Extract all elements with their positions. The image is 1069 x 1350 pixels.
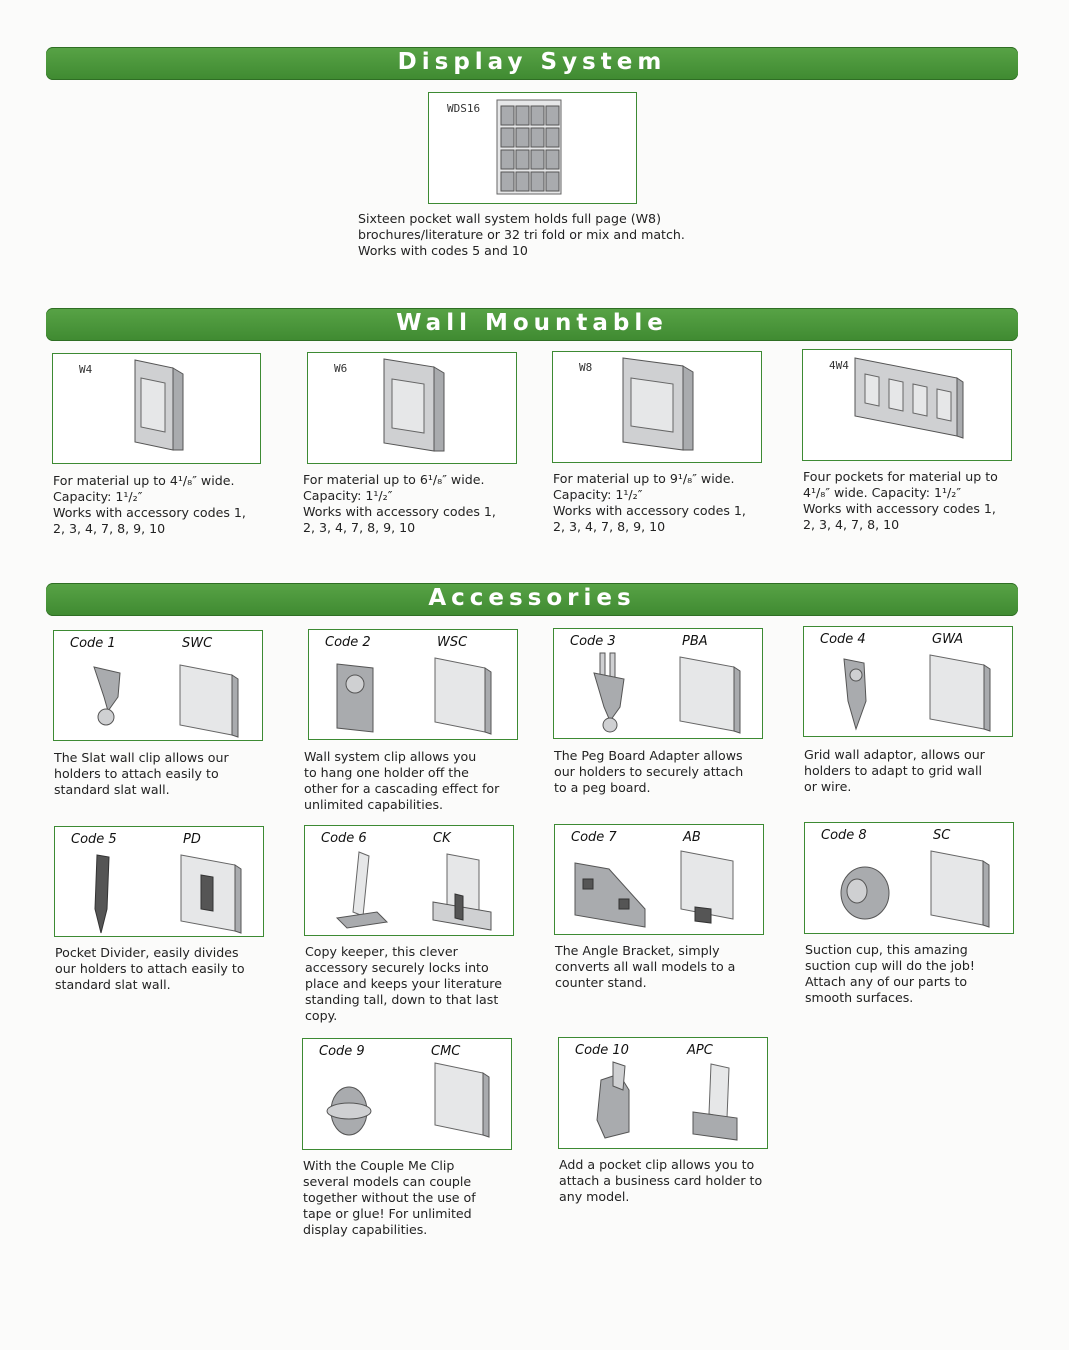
- pocket: [531, 150, 544, 169]
- abbr-label: CMC: [431, 1044, 461, 1059]
- w4-description: For material up to 4¹/₈″ wide. Capacity: 1¹/₂″ Works with accessory codes 1, 2, 3, 4, 7, 8, 9, 10: [53, 473, 246, 536]
- abbr-label: PBA: [682, 634, 708, 649]
- accessory-box-code-5: [54, 826, 264, 937]
- code-2-description: Wall system clip allows you to hang one holder off the other for a cascading effect for unlimited capabilities.: [304, 749, 500, 812]
- accessory-box-code-4: [803, 626, 1013, 737]
- code-5-description: Pocket Divider, easily divides our holders to attach easily to standard slat wall.: [55, 945, 245, 992]
- pocket: [501, 106, 514, 125]
- slat-wall-clip-image: [84, 659, 254, 737]
- section-header-accessories: [46, 583, 1018, 616]
- accessory-box-code-7: [554, 824, 764, 935]
- code-label: Code 2: [325, 635, 371, 650]
- pocket: [531, 128, 544, 147]
- grid-wall-adaptor-image: [834, 651, 1004, 733]
- pocket: [546, 106, 559, 125]
- code-3-description: The Peg Board Adapter allows our holders to securely attach to a peg board.: [554, 748, 744, 795]
- pocket: [531, 106, 544, 125]
- section-title: Accessories: [428, 585, 636, 611]
- abbr-label: SWC: [182, 636, 213, 651]
- accessory-box-code-1: [53, 630, 263, 741]
- accessory-box-code-9: [302, 1038, 512, 1150]
- angle-bracket-image: [569, 849, 755, 931]
- code-label: Code 6: [321, 831, 367, 846]
- pocket-divider-image: [85, 851, 255, 935]
- copy-keeper-image: [329, 850, 499, 932]
- code-9-description: With the Couple Me Clip several models can couple together without the use of tape or glue! For unlimited display capabilities.: [303, 1158, 476, 1237]
- accessory-box-code-6: [304, 825, 514, 936]
- section-header-display-system: [46, 47, 1018, 80]
- model-label: W8: [579, 361, 593, 374]
- peg-board-adapter-image: [584, 651, 754, 735]
- product-box-w6: [307, 352, 517, 464]
- abbr-label: CK: [433, 831, 451, 846]
- code-label: Code 3: [570, 634, 616, 649]
- product-box-wds16: [428, 92, 637, 204]
- couple-me-clip-image: [319, 1061, 499, 1145]
- section-title: Display System: [397, 49, 667, 75]
- w6-holder-image: [378, 357, 458, 457]
- pocket: [516, 150, 529, 169]
- code-7-description: The Angle Bracket, simply converts all wall models to a counter stand.: [555, 943, 736, 990]
- w6-description: For material up to 6¹/₈″ wide. Capacity: 1¹/₂″ Works with accessory codes 1, 2, 3, 4, 7, 8, 9, 10: [303, 472, 496, 535]
- code-label: Code 4: [820, 632, 866, 647]
- code-label: Code 5: [71, 832, 117, 847]
- code-8-description: Suction cup, this amazing suction cup will do the job! Attach any of our parts to smooth surfaces.: [805, 942, 975, 1005]
- code-4-description: Grid wall adaptor, allows our holders to adapt to grid wall or wire.: [804, 747, 985, 794]
- pocket: [516, 128, 529, 147]
- pocket: [546, 128, 559, 147]
- accessory-box-code-3: [553, 628, 763, 739]
- pocket: [501, 150, 514, 169]
- code-label: Code 1: [70, 636, 116, 651]
- w8-description: For material up to 9¹/₈″ wide. Capacity: 1¹/₂″ Works with accessory codes 1, 2, 3, 4, 7, 8, 9, 10: [553, 471, 746, 534]
- suction-cup-image: [833, 847, 1003, 929]
- wall-system-clip-image: [327, 654, 507, 736]
- pocket: [546, 150, 559, 169]
- add-a-pocket-clip-image: [589, 1060, 749, 1146]
- model-label: W4: [79, 363, 93, 376]
- accessory-box-code-10: [558, 1037, 768, 1149]
- section-header-wall-mountable: [46, 308, 1018, 341]
- code-10-description: Add a pocket clip allows you to attach a business card holder to any model.: [559, 1157, 763, 1204]
- accessory-box-code-2: [308, 629, 518, 740]
- model-label: 4W4: [829, 359, 849, 372]
- abbr-label: WSC: [437, 635, 468, 650]
- model-label: W6: [334, 362, 348, 375]
- pocket: [516, 106, 529, 125]
- abbr-label: SC: [933, 828, 951, 843]
- pocket: [546, 172, 559, 191]
- model-label: WDS16: [447, 102, 481, 115]
- code-1-description: The Slat wall clip allows our holders to attach easily to standard slat wall.: [54, 750, 229, 797]
- code-label: Code 9: [319, 1044, 365, 1059]
- pocket: [501, 128, 514, 147]
- 4w4-holder-image: [851, 356, 966, 446]
- display-system-description: Sixteen pocket wall system holds full page (W8) brochures/literature or 32 tri fold or mix and match. Works with codes 5 and 10: [358, 211, 685, 258]
- wall-display-system-image: [489, 98, 579, 198]
- code-label: Code 8: [821, 828, 867, 843]
- abbr-label: APC: [687, 1043, 713, 1058]
- 4w4-description: Four pockets for material up to 4¹/₈″ wide. Capacity: 1¹/₂″ Works with accessory codes 1, 2, 3, 4, 7, 8, 10: [803, 469, 998, 532]
- pocket: [516, 172, 529, 191]
- abbr-label: PD: [183, 832, 201, 847]
- code-label: Code 7: [571, 830, 617, 845]
- section-title: Wall Mountable: [396, 310, 668, 336]
- product-box-w8: [552, 351, 762, 463]
- w4-holder-image: [125, 358, 195, 458]
- w8-holder-image: [619, 356, 709, 456]
- accessory-box-code-8: [804, 822, 1014, 934]
- code-6-description: Copy keeper, this clever accessory securely locks into place and keeps your literature standing tall, down to that last copy.: [305, 944, 502, 1023]
- product-box-w4: [52, 353, 261, 464]
- code-label: Code 10: [575, 1043, 629, 1058]
- abbr-label: AB: [683, 830, 701, 845]
- product-box-4w4: [802, 349, 1012, 461]
- pocket: [531, 172, 544, 191]
- pocket: [501, 172, 514, 191]
- abbr-label: GWA: [932, 632, 964, 647]
